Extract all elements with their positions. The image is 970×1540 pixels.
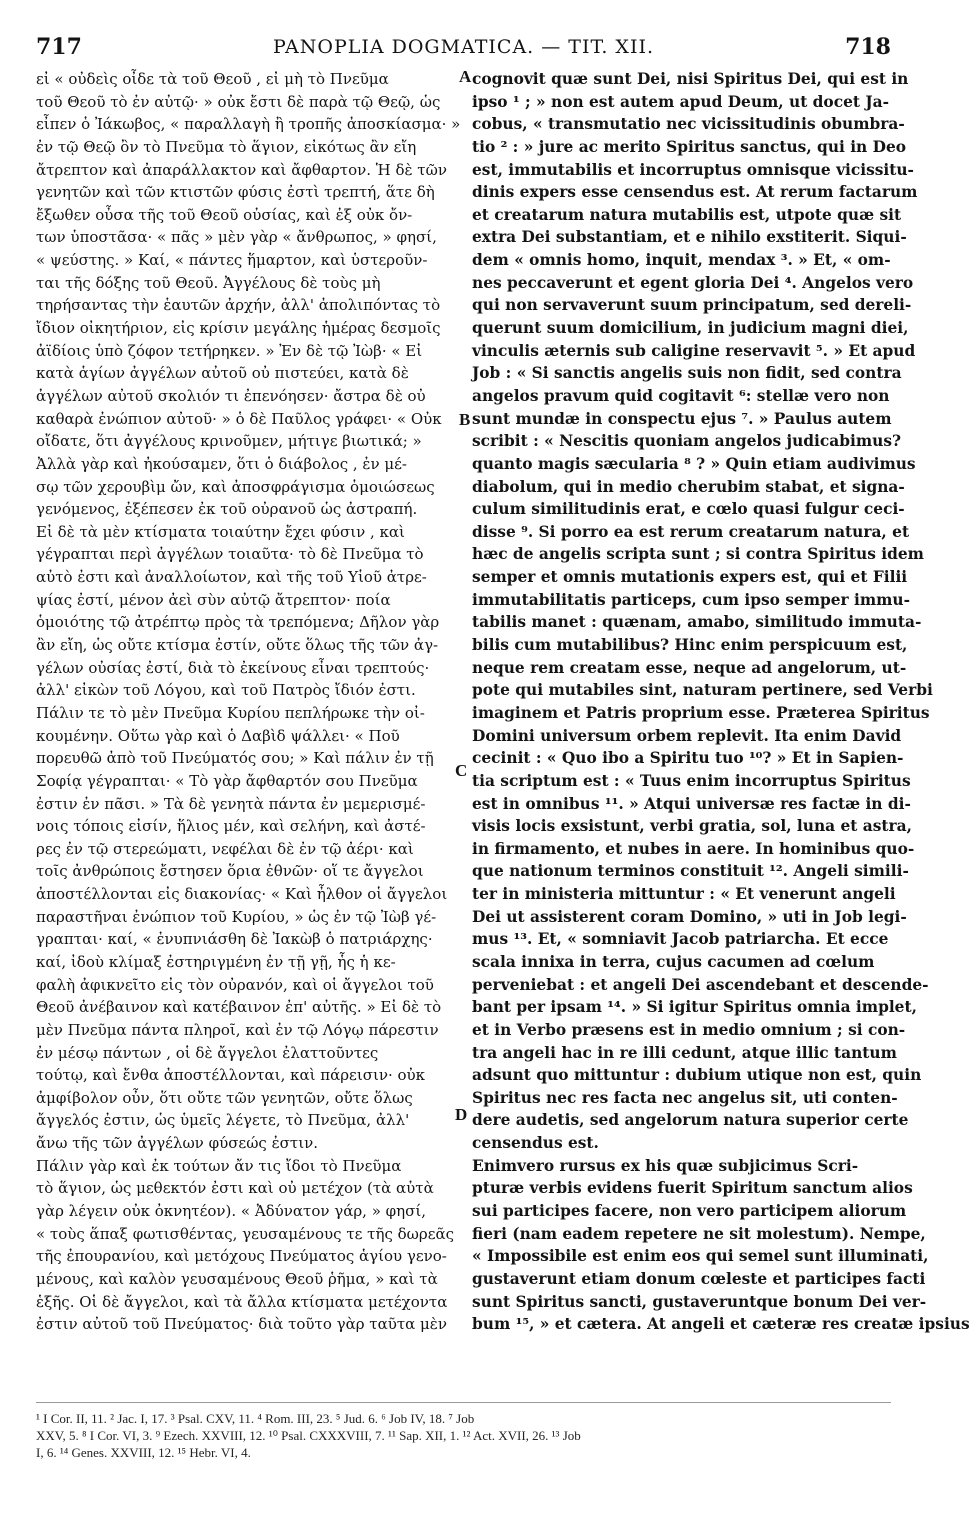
latin-text-line: sui participes facere, non vero participem aliorum <box>472 1202 907 1221</box>
greek-text-line: γραπται· καί, « ἐνυπνιάσθη δὲ Ἰακὼβ ὁ πατριάρχης· <box>36 930 433 949</box>
greek-text-line: ἀποστέλλονται εἰς διακονίας· « Καὶ ἦλθον οἱ ἄγγελοι <box>36 885 448 904</box>
latin-text-line: Domini universum orbem replevit. Ita enim David <box>472 726 902 745</box>
greek-text-line: ψίας ἐστί, μένον ἀεὶ σὺν αὐτῷ ἄτρεπτον· ποία <box>36 590 391 609</box>
greek-text-line: τηρήσαντας τὴν ἑαυτῶν ἀρχήν, ἀλλ' ἀπολιπόντας τὸ <box>36 296 441 315</box>
latin-text-line: bilis cum mutabilibus? Hinc enim perspicuum est, <box>472 636 908 655</box>
latin-text-line: Dei ut assisterent coram Domino, » uti in Job legi- <box>472 907 907 926</box>
greek-text-line: τὸ ἅγιον, ὡς μεθεκτόν ἐστι καὶ οὐ μετέχον (τὰ αὐτὰ <box>36 1179 434 1198</box>
latin-text-line: imaginem et Patris proprium esse. Præterea Spiritus <box>472 703 930 722</box>
greek-text-line: καί, ἰδοὺ κλίμαξ ἐστηριγμένη ἐν τῇ γῇ, ἧς ἡ κε- <box>36 952 396 971</box>
greek-text-line: γενόμενος, ἐξέπεσεν ἐκ τοῦ οὐρανοῦ ὡς ἀστραπή. <box>36 500 418 519</box>
latin-text-line: est, immutabilis et incorruptus omnisque vicissitu- <box>472 160 914 179</box>
greek-text-line: ὁμοιότης τῷ ἀτρέπτῳ πρὸς τὰ τρεπόμενα; Δῆλον γὰρ <box>36 613 440 632</box>
latin-text-line: mus ¹³. Et, « somniavit Jacob patriarcha. Et ecce <box>472 930 889 949</box>
greek-text-line: οἴδατε, ὅτι ἀγγέλους κρινοῦμεν, μήτιγε βιωτικά; » <box>36 432 422 451</box>
latin-text-line: censendus est. <box>472 1134 599 1153</box>
latin-text-line: tabilis manet : quænam, amabo, similitudo immuta- <box>472 613 922 632</box>
margin-marker-b: B <box>459 410 471 429</box>
greek-text-line: γενητῶν καὶ τῶν κτιστῶν φύσις ἐστὶ τρεπτή, ἅτε δὴ <box>36 183 435 202</box>
latin-text-line: disse ⁹. Si porro ea est rerum creatarum natura, et <box>472 522 910 541</box>
greek-text-column <box>36 68 461 1336</box>
footnotes <box>36 1410 896 1461</box>
footnote-line: I, 6. ¹⁴ Genes. XXVIII, 12. ¹⁵ Hebr. VI, 4. <box>36 1445 251 1460</box>
latin-text-line: cobus, « transmutatio nec vicissitudinis obumbra- <box>472 115 905 134</box>
greek-text-line: νοις τόποις εἰσίν, ἥλιος μέν, καὶ σελήνη, καὶ ἀστέ- <box>36 817 426 836</box>
latin-text-line: tia scriptum est : « Tuus enim incorruptus Spiritus <box>472 771 911 790</box>
footnote-divider <box>36 1402 891 1403</box>
latin-text-line: scribit : « Nescitis quoniam angelos judicabimus? <box>472 432 901 451</box>
latin-text-line: angelos pravum quid cogitavit ⁶: stellæ vero non <box>472 386 890 405</box>
greek-text-line: φαλὴ ἀφικνεῖτο εἰς τὸν οὐρανόν, καὶ οἱ ἄγγελοι τοῦ <box>36 975 434 994</box>
latin-text-line: cognovit quæ sunt Dei, nisi Spiritus Dei, qui est in <box>472 70 909 88</box>
latin-text-line: semper et omnis mutationis expers est, qui et Filii <box>472 568 908 587</box>
latin-text-line: et creatarum natura mutabilis est, utpote quæ sit <box>472 205 902 224</box>
latin-text-line: querunt suum domicilium, in judicium magni diei, <box>472 319 909 338</box>
greek-text-line: των ὑποστᾶσα· « πᾶς » μὲν γὰρ « ἄνθρωπος, » φησί, <box>36 228 437 247</box>
greek-text-line: γέλων οὐσίας ἐστί, διὰ τὸ ἐκείνους εἶναι τρεπτούς· <box>36 658 430 677</box>
greek-text-line: ἐστιν ἐν πᾶσι. » Τὰ δὲ γενητὰ πάντα ἐν μεμερισμέ- <box>36 794 426 813</box>
greek-text-line: ρες ἐν τῷ στερεώματι, νεφέλαι δὲ ἐν τῷ ἀέρι· καὶ <box>36 839 414 858</box>
page-number-right: 718 <box>845 34 891 60</box>
greek-text-line: « ψεύστης. » Καί, « πάντες ἥμαρτον, καὶ ὑστεροῦν- <box>36 251 428 270</box>
latin-text-line: bant per ipsam ¹⁴. » Si igitur Spiritus omnia implet, <box>472 998 917 1017</box>
greek-text-line: ἑξῆς. Οἱ δὲ ἄγγελοι, καὶ τὰ ἄλλα κτίσματα μετέχοντα <box>36 1292 448 1311</box>
latin-text-line: bum ¹⁵, » et cætera. At angeli et cæteræ res creatæ ipsius <box>472 1315 970 1334</box>
latin-text-line: Spiritus nec res facta nec angelus sit, uti conten- <box>472 1088 898 1107</box>
greek-text-line: ἀγγέλων αὐτοῦ σκολιόν τι ἐπενόησεν· ἄστρα δὲ οὐ <box>36 386 426 405</box>
latin-text-line: est in omnibus ¹¹. » Atqui universæ res factæ in di- <box>472 794 911 813</box>
latin-text-line: immutabilitatis particeps, cum ipso semper immu- <box>472 590 911 609</box>
latin-text-line: perveniebat : et angeli Dei ascendebant et descende- <box>472 975 929 994</box>
latin-text-line: dere audetis, sed angelorum natura superior certe <box>472 1111 909 1130</box>
greek-text-line: Θεοῦ ἀνέβαινον καὶ κατέβαινον ἐπ' αὐτῆς. » Εἰ δὲ τὸ <box>36 998 442 1017</box>
latin-text-line: ter in ministeria mittuntur : « Et venerunt angeli <box>472 885 896 904</box>
latin-text-line: diabolum, qui in medio cherubim stabat, et signa- <box>472 477 905 496</box>
greek-text-line: « τοὺς ἅπαξ φωτισθέντας, γευσαμένους τε τῆς δωρεᾶς <box>36 1224 455 1243</box>
latin-text-line: qui non servaverunt suum principatum, sed dereli- <box>472 296 912 315</box>
latin-text-line: culum similitudinis erat, e cœlo quasi fulgur ceci- <box>472 500 905 519</box>
latin-text-line: cecinit : « Quo ibo a Spiritu tuo ¹⁰? » Et in Sapien- <box>472 749 904 768</box>
latin-text-line: quanto magis sæcularia ⁸ ? » Quin etiam audivimus <box>472 454 916 473</box>
greek-text-line: κατὰ ἁγίων ἀγγέλων αὐτοῦ οὐ πιστεύει, κατὰ δὲ <box>36 364 409 383</box>
greek-text-line: ἐστιν αὐτοῦ τοῦ Πνεύματος· διὰ τοῦτο γὰρ ταῦτα μὲν <box>36 1315 447 1334</box>
greek-text-line: ἄτρεπτον καὶ ἀπαράλλακτον καὶ ἄφθαρτον. Ἡ δὲ τῶν <box>36 160 447 179</box>
greek-text-line: ἐν τῷ Θεῷ ὂν τὸ Πνεῦμα τὸ ἅγιον, εἰκότως ἂν εἴη <box>36 137 417 156</box>
latin-text-line: in firmamento, et nubes in aere. In hominibus quo- <box>472 839 915 858</box>
greek-text-line: Πάλιν γὰρ καὶ ἐκ τούτων ἄν τις ἴδοι τὸ Πνεῦμα <box>36 1156 402 1175</box>
footnote-line: XXV, 5. ⁸ I Cor. VI, 3. ⁹ Ezech. XXVIII, 12. ¹⁰ Psal. CXXXVIII, 7. ¹¹ Sap. XII, 1. ¹² Act. XVII, 26. ¹³ Job <box>36 1428 581 1443</box>
greek-text-line: τούτῳ, καὶ ἔνθα ἀποστέλλονται, καὶ πάρεισιν· οὐκ <box>36 1066 426 1085</box>
latin-text-line: « Impossibile est enim eos qui semel sunt illuminati, <box>472 1247 929 1266</box>
latin-text-line: tra angeli hac in re illi cedunt, atque illic tantum <box>472 1043 897 1062</box>
latin-text-line: gustaverunt etiam donum cœleste et participes facti <box>472 1269 926 1288</box>
latin-text-column <box>472 68 970 1336</box>
greek-text-line: εἶπεν ὁ Ἰάκωβος, « παραλλαγὴ ἢ τροπῆς ἀποσκίασμα· » <box>36 115 461 134</box>
greek-text-line: μὲν Πνεῦμα πάντα πληροῖ, καὶ ἐν τῷ Λόγῳ πάρεστιν <box>36 1020 439 1039</box>
latin-text-line: neque rem creatam esse, neque ad angelorum, ut- <box>472 658 907 677</box>
greek-text-line: ἀϊδίοις ὑπὸ ζόφον τετήρηκεν. » Ἐν δὲ τῷ Ἰὼβ· « Εἰ <box>36 341 423 360</box>
greek-text-line: τοῦ Θεοῦ τὸ ἐν αὐτῷ· » οὐκ ἔστι δὲ παρὰ τῷ Θεῷ, ὡς <box>36 92 441 111</box>
greek-text-line: αὐτὸ ἐστι καὶ ἀναλλοίωτον, καὶ τῆς τοῦ Υἱοῦ ἀτρε- <box>36 568 427 587</box>
latin-text-line: sunt mundæ in conspectu ejus ⁷. » Paulus autem <box>472 409 892 428</box>
greek-text-line: κουμένην. Οὕτω γὰρ καὶ ὁ Δαβὶδ ψάλλει· « Ποῦ <box>36 726 400 745</box>
latin-text-line: extra Dei substantiam, et e nihilo exstiterit. Siqui- <box>472 228 907 247</box>
greek-text-line: εἰ « οὐδεὶς οἶδε τὰ τοῦ Θεοῦ , εἰ μὴ τὸ Πνεῦμα <box>36 70 389 88</box>
greek-text-line: παραστῆναι ἐνώπιον τοῦ Κυρίου, » ὡς ἐν τῷ Ἰὼβ γέ- <box>36 907 437 926</box>
latin-text-line: Job : « Si sanctis angelis suis non fidit, sed contra <box>472 364 902 383</box>
greek-text-line: τοῖς ἀνθρώποις ἔστησεν ὅρια ἐθνῶν· οἵ τε ἄγγελοι <box>36 862 424 881</box>
greek-text-line: μένους, καὶ καλὸν γευσαμένους Θεοῦ ῥῆμα, » καὶ τὰ <box>36 1269 438 1288</box>
latin-text-line: fieri (nam eadem repetere ne sit molestum). Nempe, <box>472 1224 926 1243</box>
greek-text-line: Εἰ δὲ τὰ μὲν κτίσματα τοιαύτην ἔχει φύσιν , καὶ <box>36 522 405 541</box>
latin-text-line: pturæ verbis evidens fuerit Spiritum sanctum alios <box>472 1179 913 1198</box>
latin-text-line: pote qui mutabiles sint, naturam pertinere, sed Verbi <box>472 681 933 700</box>
greek-text-line: Ἀλλὰ γὰρ καὶ ἠκούσαμεν, ὅτι ὁ διάβολος , ἐν μέ- <box>36 454 407 473</box>
latin-text-line: visis locis exsistunt, verbi gratia, sol, luna et astra, <box>472 817 912 836</box>
greek-text-line: ἂν εἴη, ὡς οὔτε κτίσμα ἐστίν, οὔτε ὅλως τῆς τῶν ἀγ- <box>36 636 439 655</box>
latin-text-line: ipso ¹ ; » non est autem apud Deum, ut docet Ja- <box>472 92 889 111</box>
greek-text-line: γὰρ λέγειν οὐκ ὀκνητέον). « Ἀδύνατον γάρ, » φησί, <box>36 1202 427 1221</box>
margin-marker-a: A <box>459 67 472 86</box>
greek-text-line: ἀμφίβολον οὖν, ὅτι οὔτε τῶν γενητῶν, οὔτε ὅλως <box>36 1088 413 1107</box>
greek-text-line: τῆς ἐπουρανίου, καὶ μετόχους Πνεύματος ἁγίου γενο- <box>36 1247 447 1266</box>
greek-text-line: Πάλιν τε τὸ μὲν Πνεῦμα Κυρίου πεπλήρωκε τὴν οἰ- <box>36 703 425 722</box>
latin-text-line: tio ² : » jure ac merito Spiritus sanctus, qui in Deo <box>472 137 907 156</box>
greek-text-line: σῳ τῶν χερουβὶμ ὤν, καὶ ἀποσφράγισμα ὁμοιώσεως <box>36 477 435 496</box>
page-header <box>36 34 891 66</box>
greek-text-line: Σοφίᾳ γέγραπται· « Τὸ γὰρ ἄφθαρτόν σου Πνεῦμα <box>36 771 418 790</box>
latin-text-line: vinculis æternis sub caligine reservavit ⁵. » Et apud <box>472 341 916 360</box>
latin-text-line: adsunt quo mittuntur : dubium utique non est, quin <box>472 1066 922 1085</box>
latin-text-line: dem « omnis homo, inquit, mendax ³. » Et, « om- <box>472 251 891 270</box>
latin-text-line: et in Verbo præsens est in medio omnium ; si con- <box>472 1020 906 1039</box>
greek-text-line: ἄνω τῆς τῶν ἀγγέλων φύσεώς ἐστιν. <box>36 1134 318 1153</box>
margin-marker-c: C <box>455 761 468 780</box>
greek-text-line: ἔξωθεν οὖσα τῆς τοῦ Θεοῦ οὐσίας, καὶ ἐξ οὐκ ὄν- <box>36 205 413 224</box>
greek-text-line: ἴδιον οἰκητήριον, εἰς κρίσιν μεγάλης ἡμέρας δεσμοῖς <box>36 319 441 338</box>
greek-text-line: γέγραπται περὶ ἀγγέλων τοιαῦτα· τὸ δὲ Πνεῦμα τὸ <box>36 545 424 564</box>
page-number-left: 717 <box>36 34 82 60</box>
greek-text-line: ἀλλ' εἰκὼν τοῦ Λόγου, καὶ τοῦ Πατρὸς ἴδιόν ἐστι. <box>36 681 416 700</box>
greek-text-line: πορευθῶ ἀπὸ τοῦ Πνεύματός σου; » Καὶ πάλιν ἐν τῇ <box>36 749 434 768</box>
latin-text-line: dinis expers esse censendus est. At rerum factarum <box>472 183 918 202</box>
greek-text-line: ἄγγελός ἐστιν, ὡς ὑμεῖς λέγετε, τὸ Πνεῦμα, ἀλλ' <box>36 1111 410 1130</box>
latin-text-line: nes peccaverunt et egent gloria Dei ⁴. Angelos vero <box>472 273 914 292</box>
running-title: PANOPLIA DOGMATICA. — TIT. XII. <box>272 36 655 58</box>
greek-text-line: ἐν μέσῳ πάντων , οἱ δὲ ἄγγελοι ἐλαττοῦντες <box>36 1043 379 1062</box>
latin-text-line: hæc de angelis scripta sunt ; si contra Spiritus idem <box>472 545 924 564</box>
latin-text-line: sunt Spiritus sancti, gustaveruntque bonum Dei ver- <box>472 1292 927 1311</box>
greek-text-line: καθαρὰ ἐνώπιον αὐτοῦ· » ὁ δὲ Παῦλος γράφει· « Οὐκ <box>36 409 442 428</box>
greek-text-line: ται τῆς δόξης τοῦ Θεοῦ. Ἀγγέλους δὲ τοὺς μὴ <box>36 273 381 292</box>
footnote-line: ¹ I Cor. II, 11. ² Jac. I, 17. ³ Psal. CXV, 11. ⁴ Rom. III, 23. ⁵ Jud. 6. ⁶ Job IV, 18. ⁷ Job <box>36 1411 475 1426</box>
margin-marker-d: D <box>455 1105 468 1124</box>
latin-text-line: scala innixa in terra, cujus cacumen ad cœlum <box>472 952 875 971</box>
latin-text-line: que nationum terminos constituit ¹². Angeli simili- <box>472 862 909 881</box>
latin-text-line: Enimvero rursus ex his quæ subjicimus Scri- <box>472 1156 859 1175</box>
